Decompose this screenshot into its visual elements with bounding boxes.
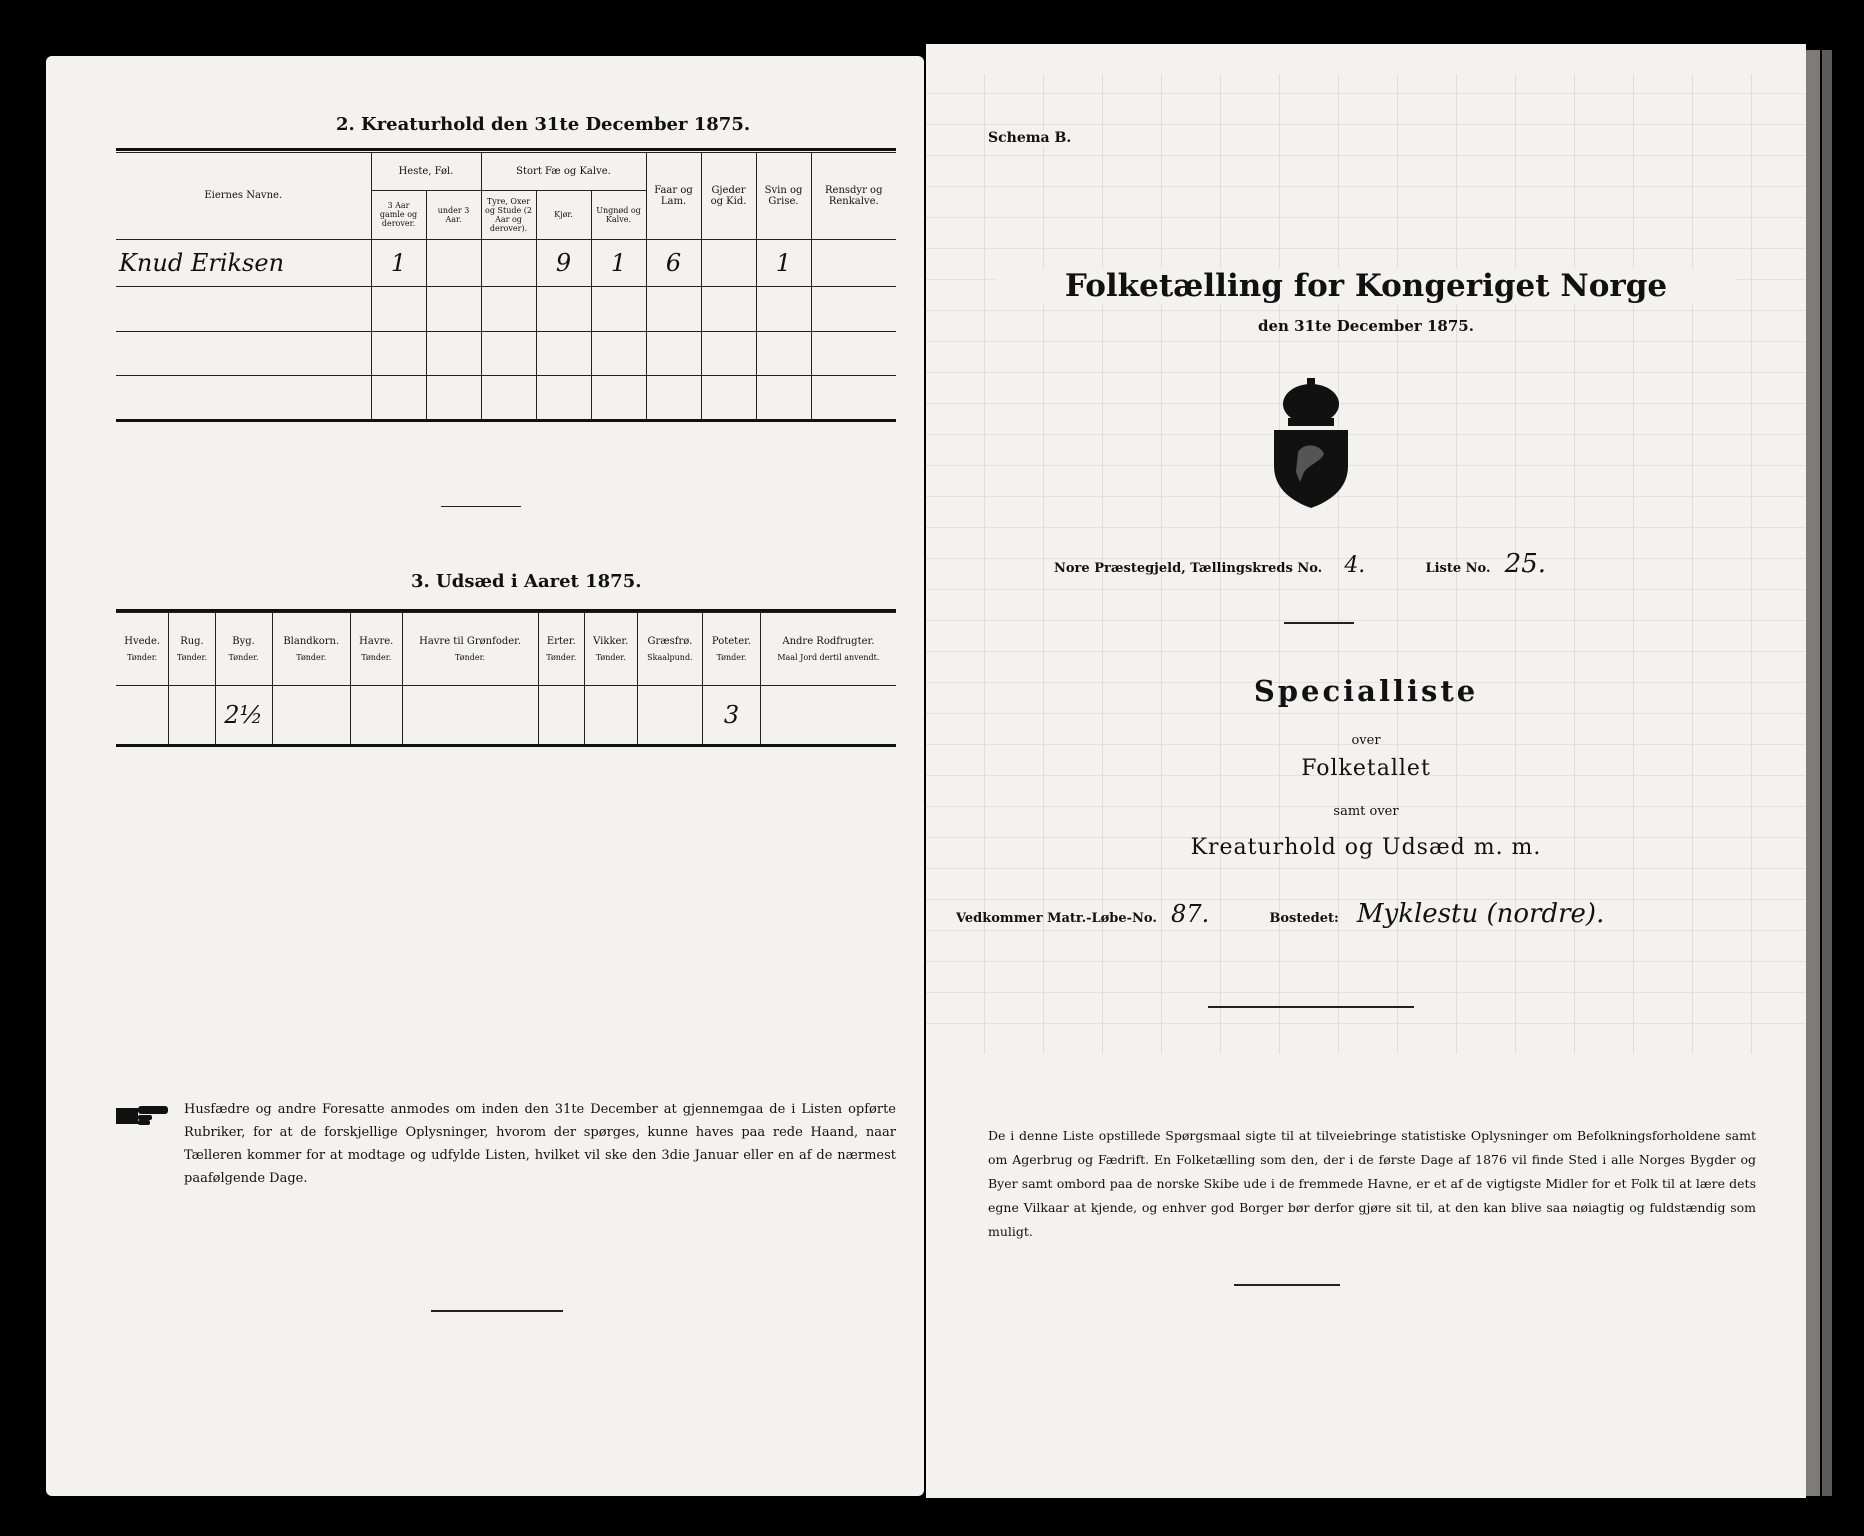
specialliste-title: Specialliste <box>1253 674 1479 708</box>
sowing-header-unit: Tønder. <box>296 652 327 662</box>
heste-b-header: under 3 Aar. <box>426 190 481 239</box>
sowing-header-name: Andre Rodfrugter. <box>782 635 875 647</box>
sowing-header <box>215 613 272 686</box>
coat-of-arms-icon <box>1264 378 1358 510</box>
sowing-header-name: Havre. <box>359 635 394 647</box>
matr-label: Vedkommer Matr.-Løbe-No. <box>956 911 1157 926</box>
sowing-value-cell: 3 <box>703 685 761 745</box>
parish-label: Nore Præstegjeld, Tællingskreds No. <box>1054 561 1323 576</box>
section3-title: 3. Udsæd i Aaret 1875. <box>411 571 642 592</box>
parish-line <box>1054 549 1546 579</box>
gjeder-cell <box>701 239 756 286</box>
stort-b-cell: 9 <box>536 239 591 286</box>
matrikkel-line <box>956 899 1776 929</box>
bosted-value: Myklestu (nordre). <box>1356 899 1605 929</box>
heste-header: Heste, Føl. <box>371 153 481 191</box>
divider-long <box>1208 1006 1414 1008</box>
kreds-number: 4. <box>1344 553 1366 578</box>
page-edge <box>1806 50 1820 1496</box>
census-date: den 31te December 1875. <box>1258 317 1474 335</box>
owner-header: Eiernes Navne. <box>116 153 371 240</box>
sowing-header-unit: Tønder. <box>595 652 626 662</box>
liste-label: Liste No. <box>1425 561 1491 576</box>
sowing-value-cell <box>116 685 169 745</box>
livestock-table <box>116 152 896 422</box>
liste-number: 25. <box>1504 549 1547 579</box>
heste-a-cell: 1 <box>371 239 426 286</box>
sowing-value-cell <box>584 685 637 745</box>
sowing-value-cell <box>169 685 215 745</box>
sowing-value-cell <box>272 685 351 745</box>
svin-cell: 1 <box>756 239 811 286</box>
svin-header: Svin og Grise. <box>756 153 811 240</box>
owner-cell: Knud Eriksen <box>116 239 371 286</box>
sowing-header-name: Hvede. <box>124 635 161 647</box>
page-edge-2 <box>1822 50 1832 1496</box>
sowing-header-name: Havre til Grønfoder. <box>419 635 522 647</box>
sowing-value-cell <box>637 685 703 745</box>
stort-header: Stort Fæ og Kalve. <box>481 153 646 191</box>
sowing-header-unit: Tønder. <box>127 652 158 662</box>
main-title: Folketælling for Kongeriget Norge <box>996 268 1736 304</box>
sowing-header <box>703 613 761 686</box>
rensdyr-header: Rensdyr og Renkalve. <box>811 153 896 240</box>
faar-header: Faar og Lam. <box>646 153 701 240</box>
rensdyr-cell <box>811 239 896 286</box>
sowing-header-name: Græsfrø. <box>647 635 693 647</box>
notice-text: Husfædre og andre Foresatte anmodes om inden den 31te December at gjennemgaa de i Listen opførte Rubriker, for at de forskjellige Oplysninger, hvorom der spørges, kunne haves paa rede Haand, naar Tælleren kommer for at modtage og udfylde Listen, hvilket vil ske den 3die Januar eller en af de nærmest paafølgende Dage. <box>184 1102 896 1186</box>
sowing-header-unit: Tønder. <box>176 652 207 662</box>
section2-title: 2. Kreaturhold den 31te December 1875. <box>336 114 751 135</box>
sowing-header-name: Erter. <box>546 635 576 647</box>
sowing-header-unit: Tønder. <box>228 652 259 662</box>
heste-a-header: 3 Aar gamle og derover. <box>371 190 426 239</box>
sowing-value-cell <box>760 685 896 745</box>
bottom-divider <box>431 1310 563 1312</box>
sowing-header-name: Vikker. <box>593 635 629 647</box>
sowing-header-unit: Maal Jord dertil anvendt. <box>777 652 880 662</box>
sowing-header-unit: Tønder. <box>361 652 392 662</box>
sowing-header <box>637 613 703 686</box>
sowing-value-cell <box>351 685 403 745</box>
divider <box>1284 622 1354 624</box>
stort-c-header: Ungnød og Kalve. <box>591 190 646 239</box>
sowing-header <box>169 613 215 686</box>
kreaturhold-text: Kreaturhold og Udsæd m. m. <box>1190 835 1542 860</box>
sowing-header <box>402 613 538 686</box>
matr-number: 87. <box>1171 900 1210 928</box>
stort-c-cell: 1 <box>591 239 646 286</box>
section2-top-rule <box>116 148 896 151</box>
over-text: over <box>1351 733 1381 748</box>
divider <box>441 506 521 507</box>
gjeder-header: Gjeder og Kid. <box>701 153 756 240</box>
table-row <box>116 239 896 286</box>
sowing-header-name: Rug. <box>180 635 204 647</box>
samt-over-text: samt over <box>1333 804 1399 819</box>
sowing-header-name: Poteter. <box>711 635 751 647</box>
folketallet-text: Folketallet <box>1301 756 1431 781</box>
sowing-value-cell <box>538 685 584 745</box>
sowing-header <box>116 613 169 686</box>
pointing-hand-icon <box>116 1102 176 1128</box>
info-paragraph: De i denne Liste opstillede Spørgsmaal sigte til at tilveiebringe statistiske Oplysninger om Befolkningsforholdene samt om Agerbrug og Fædrift. En Folketælling som den, der i de første Dage af 1876 vil finde Sted i alle Norges Bygder og Byer samt ombord paa de norske Skibe ude i de fremmede Havne, er et af de vigtigste Midler for et Folk til at lære dets egne Vilkaar at kjende, og enhver god Borger bør derfor gjøre sit til, at den kan blive saa nøiagtig og fuldstændig som muligt. <box>988 1124 1756 1244</box>
sowing-header <box>538 613 584 686</box>
sowing-table <box>116 612 896 747</box>
sowing-header <box>351 613 403 686</box>
sowing-header-unit: Skaalpund. <box>647 652 693 662</box>
left-page <box>46 56 924 1496</box>
sowing-header-name: Blandkorn. <box>283 635 340 647</box>
bottom-divider <box>1234 1284 1340 1286</box>
faar-cell: 6 <box>646 239 701 286</box>
stort-a-cell <box>481 239 536 286</box>
schema-label: Schema B. <box>988 130 1072 146</box>
sowing-header-name: Byg. <box>232 635 255 647</box>
sowing-header <box>272 613 351 686</box>
sowing-header <box>760 613 896 686</box>
bosted-label: Bostedet: <box>1269 911 1339 926</box>
sowing-header-unit: Tønder. <box>546 652 577 662</box>
heste-b-cell <box>426 239 481 286</box>
stort-a-header: Tyre, Oxer og Stude (2 Aar og derover). <box>481 190 536 239</box>
right-page <box>926 44 1806 1498</box>
sowing-header <box>584 613 637 686</box>
sowing-header-unit: Tønder. <box>716 652 747 662</box>
sowing-value-cell: 2½ <box>215 685 272 745</box>
stort-b-header: Kjør. <box>536 190 591 239</box>
sowing-header-unit: Tønder. <box>455 652 486 662</box>
sowing-value-cell <box>402 685 538 745</box>
